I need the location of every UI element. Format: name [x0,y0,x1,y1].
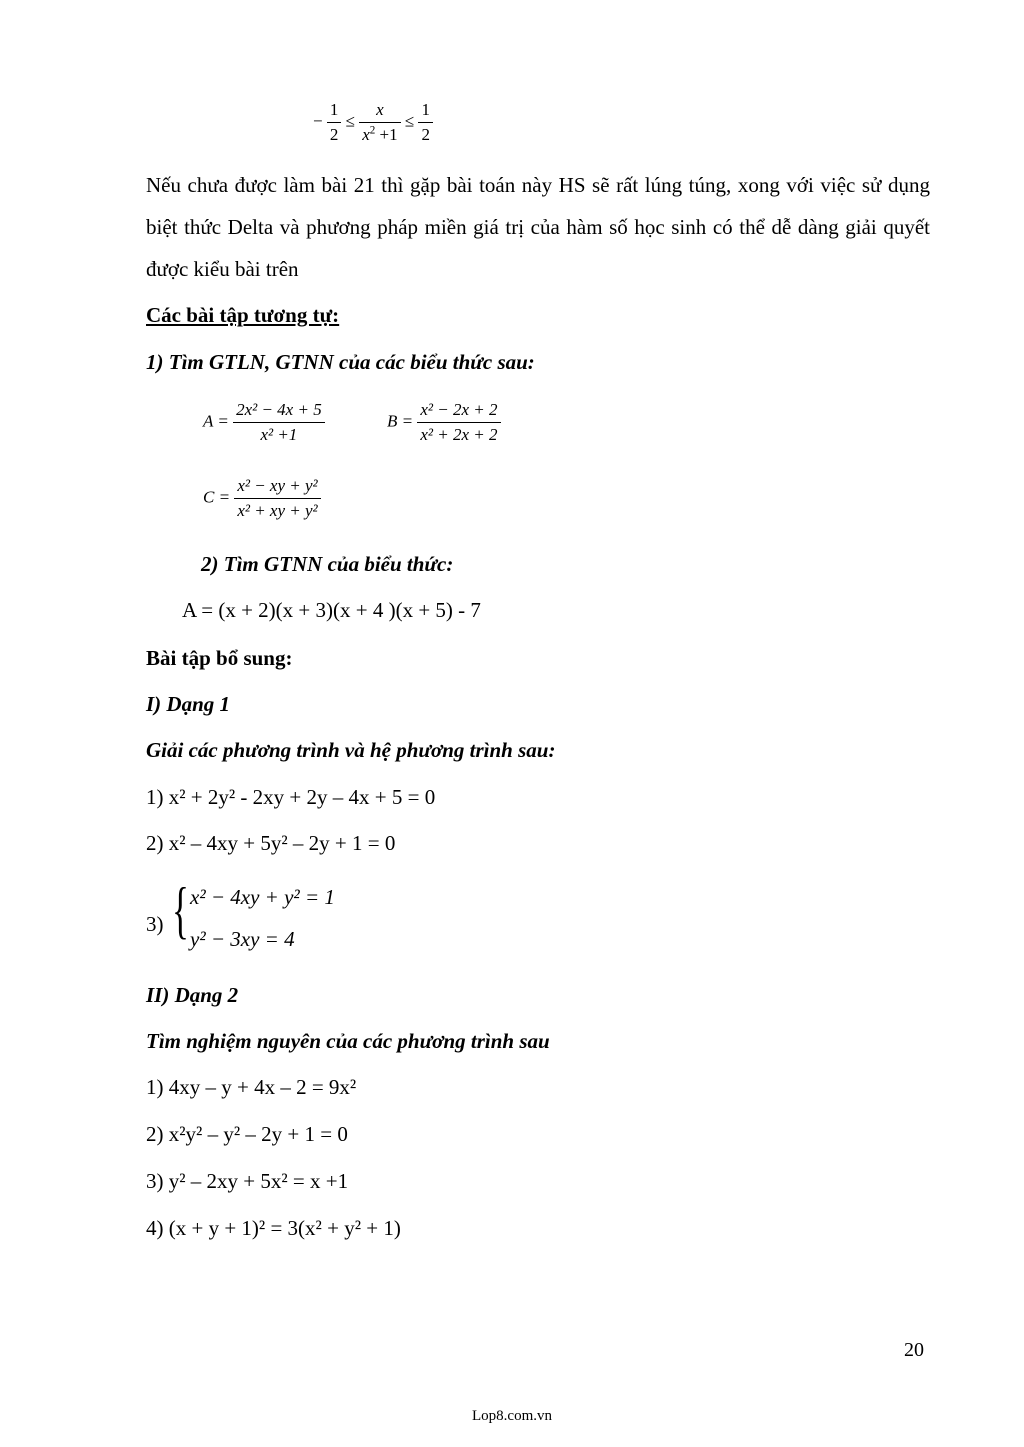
page-number: 20 [904,1339,924,1361]
type1-equation-1: 1) x² + 2y² - 2xy + 2y – 4x + 5 = 0 [146,785,436,809]
exercise1-heading: 1) Tìm GTLN, GTNN của các biểu thức sau: [146,350,535,374]
type2-equation-3: 3) y² – 2xy + 5x² = x +1 [146,1169,349,1193]
fraction-middle: $\frac{x}{x^2 +1}$ [359,100,400,145]
le-sign: ≤ [345,111,355,131]
fraction-right: $\frac{1}{2}$ [418,100,433,145]
minus-sign: − [313,111,323,131]
left-brace: { [172,874,189,945]
type2-task: Tìm nghiệm nguyên của các phương trình sau [146,1029,550,1053]
formula-b: B = $\frac{\text{x² − 2x + 2}}{\text{x² + 2x + 2}}$ [387,400,501,445]
supplementary-heading: Bài tập bổ sung: [146,646,293,670]
type2-equation-4: 4) (x + y + 1)² = 3(x² + y² + 1) [146,1216,401,1240]
type2-equation-1: 1) 4xy – y + 4x – 2 = 9x² [146,1075,357,1099]
type2-heading: II) Dạng 2 [146,983,239,1007]
formula-a: A = $\frac{\text{2x² − 4x + 5}}{\text{x² +1}}$ [203,400,325,445]
exercise2-heading: 2) Tìm GTNN của biểu thức: [201,552,454,576]
type1-system-label: 3) [146,912,164,936]
le-sign-2: ≤ [404,111,415,131]
fraction-left: $\frac{1}{2}$ [327,100,342,145]
type1-task: Giải các phương trình và hệ phương trình sau: [146,738,556,762]
type1-heading: I) Dạng 1 [146,692,231,716]
footer-site: Lop8.com.vn [472,1408,552,1424]
intro-paragraph: Nếu chưa được làm bài 21 thì gặp bài toán này HS sẽ rất lúng túng, xong với việc sử dụng biệt thức Delta và phương pháp miền giá trị của hàm số học sinh có thể dễ dàng giải quyết được kiểu bài trên [146,173,930,281]
type1-equation-2: 2) x² – 4xy + 5y² – 2y + 1 = 0 [146,831,396,855]
top-inequality-formula [313,100,433,145]
exercise2-expression: A = (x + 2)(x + 3)(x + 4 )(x + 5) - 7 [182,598,481,622]
formula-c: C = $\frac{\text{x² − xy + y²}}{\text{x² + xy + y²}}$ [203,476,321,521]
similar-exercises-heading: Các bài tập tương tự: [146,303,340,327]
type1-system-line-1: x² − 4xy + y² = 1 [190,885,335,909]
type1-system-line-2: y² − 3xy = 4 [190,927,295,951]
type2-equation-2: 2) x²y² – y² – 2y + 1 = 0 [146,1122,348,1146]
